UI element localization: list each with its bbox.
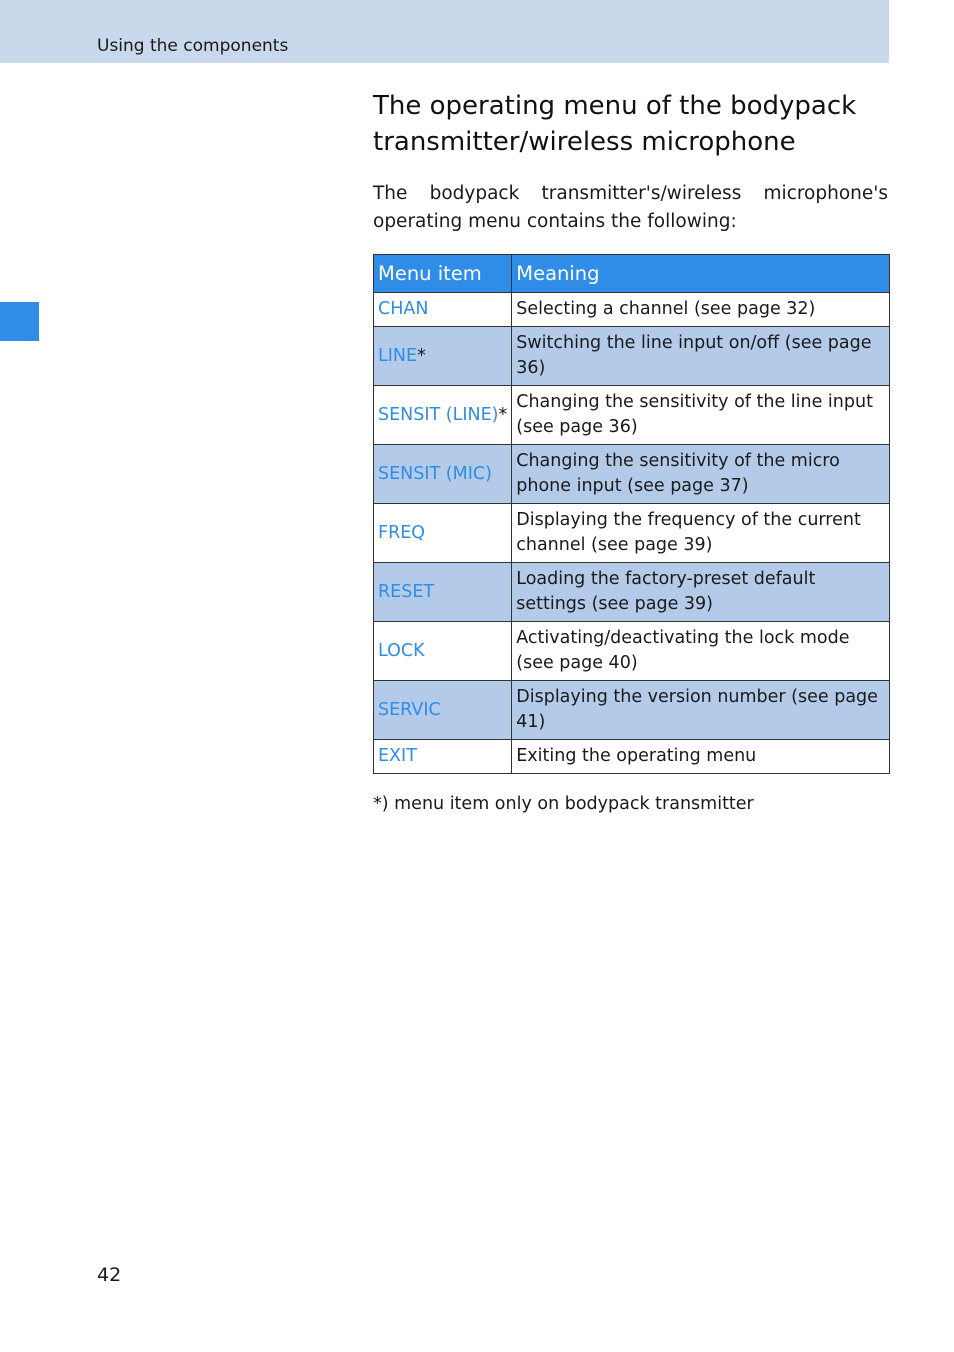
menu-item-cell — [374, 386, 512, 445]
menu-item-name: SERVIC — [378, 699, 441, 720]
table-row — [374, 563, 890, 622]
page-number: 42 — [97, 1264, 122, 1286]
table-row — [374, 293, 890, 327]
menu-item-name: LINE — [378, 345, 418, 366]
menu-item-name: SENSIT (LINE) — [378, 404, 499, 425]
menu-item-name: FREQ — [378, 522, 426, 543]
intro-paragraph: The bodypack transmitter's/wireless microphone's operating menu contains the following: — [373, 183, 888, 232]
menu-table — [373, 254, 890, 774]
menu-item-cell — [374, 740, 512, 774]
meaning-cell: Exiting the operating menu — [512, 740, 890, 774]
table-row — [374, 386, 890, 445]
table-row — [374, 504, 890, 563]
table-row — [374, 622, 890, 681]
meaning-cell: Changing the sensitivity of the line input (see page 36) — [512, 386, 890, 445]
menu-item-cell — [374, 563, 512, 622]
asterisk: * — [498, 404, 508, 425]
table-row — [374, 327, 890, 386]
menu-item-name: RESET — [378, 581, 435, 602]
chapter-tab-marker — [0, 302, 39, 341]
menu-item-cell — [374, 327, 512, 386]
table-row — [374, 681, 890, 740]
table-row — [374, 740, 890, 774]
running-header: Using the components — [97, 36, 289, 56]
header-menu-item: Menu item — [374, 255, 512, 293]
menu-item-cell — [374, 681, 512, 740]
meaning-cell: Activating/deactivating the lock mode (see page 40) — [512, 622, 890, 681]
table-header-row — [374, 255, 890, 293]
meaning-cell: Loading the factory-preset default settings (see page 39) — [512, 563, 890, 622]
meaning-cell: Displaying the frequency of the current channel (see page 39) — [512, 504, 890, 563]
menu-item-name: CHAN — [378, 299, 429, 319]
meaning-cell: Displaying the version number (see page 41) — [512, 681, 890, 740]
menu-item-cell — [374, 622, 512, 681]
menu-item-name: EXIT — [378, 746, 417, 766]
menu-item-cell — [374, 293, 512, 327]
asterisk: * — [417, 345, 426, 366]
header-meaning: Meaning — [512, 255, 890, 293]
menu-item-cell — [374, 504, 512, 563]
meaning-cell: Switching the line input on/off (see page 36) — [512, 327, 890, 386]
meaning-cell: Changing the sensitivity of the micro phone input (see page 37) — [512, 445, 890, 504]
table-row — [374, 445, 890, 504]
menu-item-name: SENSIT (MIC) — [378, 463, 492, 484]
section-title: The operating menu of the bodypack transmitter/wireless microphone — [373, 91, 857, 157]
footnote: *) menu item only on bodypack transmitter — [373, 794, 754, 814]
meaning-cell: Selecting a channel (see page 32) — [512, 293, 890, 327]
menu-item-name: LOCK — [378, 640, 425, 661]
menu-item-cell — [374, 445, 512, 504]
